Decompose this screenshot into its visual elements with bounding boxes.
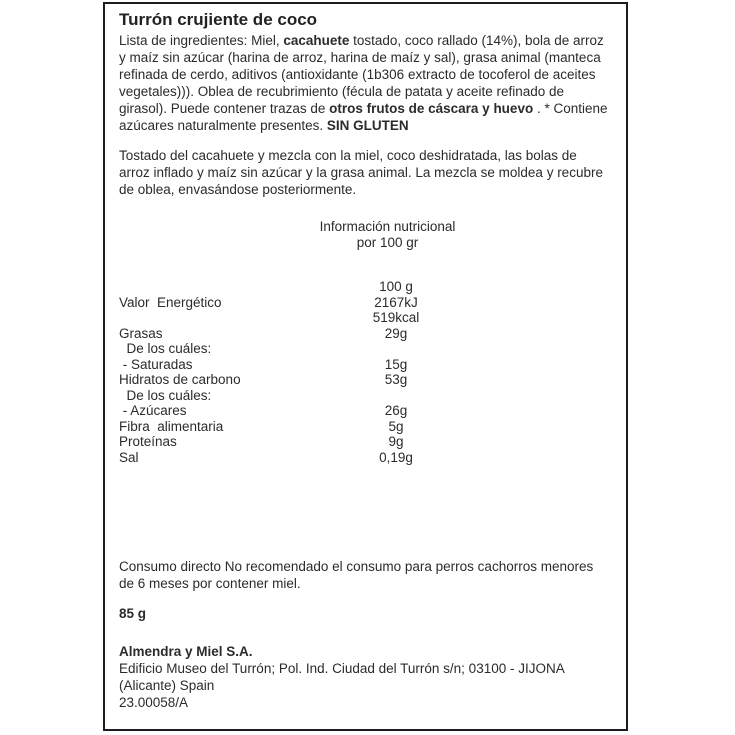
nutrient-label: Valor Energético — [119, 294, 222, 310]
nutrient-label: - Azúcares — [119, 403, 187, 418]
table-row — [119, 326, 610, 342]
table-row — [119, 434, 610, 450]
allergen-traces: otros frutos de cáscara y huevo — [329, 101, 534, 116]
nutrient-label: Fibra alimentaria — [119, 418, 224, 434]
nutrition-heading — [119, 219, 610, 251]
nutrient-value: 100 g — [379, 279, 413, 294]
table-row — [119, 295, 610, 311]
nutrient-label — [119, 279, 319, 295]
product-label-document — [103, 2, 628, 731]
manufacturer-block — [119, 643, 610, 711]
nutrient-value: 26g — [384, 403, 408, 418]
nutrient-label: Hidratos de carbono — [119, 372, 241, 387]
nutrient-value: 29g — [384, 325, 408, 341]
net-weight: 85 g — [119, 606, 147, 621]
nutrient-value: 15g — [384, 356, 408, 372]
consumption-note: Consumo directo No recomendado el consumo para perros cachorros menores de 6 meses por contener miel. — [119, 559, 594, 591]
product-title: Turrón crujiente de coco — [119, 10, 318, 29]
manufacturer-name: Almendra y Miel S.A. — [119, 644, 253, 659]
table-row — [119, 310, 610, 326]
nutrient-label: Grasas — [119, 325, 163, 341]
nutrition-heading-title: Información nutricional — [319, 219, 456, 234]
table-row — [119, 279, 610, 295]
table-row — [119, 419, 610, 435]
nutrient-value: 9g — [388, 434, 404, 449]
nutrient-label: De los cuáles: — [119, 341, 212, 356]
ingredients-text: Lista de ingredientes: Miel, — [119, 33, 284, 48]
ingredients-text: . * Contiene azúcares naturalmente presentes. — [119, 101, 608, 133]
table-row — [119, 372, 610, 388]
ingredients-paragraph — [119, 32, 610, 134]
nutrient-label — [119, 310, 319, 326]
table-row — [119, 388, 610, 404]
nutrient-value — [319, 388, 473, 404]
nutrient-value: 2167kJ — [374, 294, 418, 310]
nutrient-label: Proteínas — [119, 434, 177, 449]
nutrient-value: 519kcal — [372, 310, 420, 325]
manufacturer-address: Edificio Museo del Turrón; Pol. Ind. Ciudad del Turrón s/n; 03100 - JIJONA (Alicante) Spain — [119, 661, 564, 693]
gluten-free-claim: SIN GLUTEN — [326, 118, 409, 133]
nutrient-value — [319, 341, 473, 357]
table-row — [119, 341, 610, 357]
nutrition-table — [119, 279, 610, 465]
table-row — [119, 450, 610, 466]
nutrient-label: Sal — [119, 449, 139, 465]
nutrient-value: 0,19g — [379, 449, 413, 465]
allergen-cacahuete: cacahuete — [283, 33, 350, 48]
process-paragraph: Tostado del cacahuete y mezcla con la miel, coco deshidratada, las bolas de arroz inflado y maíz sin azúcar y la grasa animal. La mezcla se moldea y recubre de oblea, envasándose posteriormente. — [119, 148, 603, 197]
nutrient-label: - Saturadas — [119, 356, 193, 372]
nutrition-heading-basis: por 100 gr — [356, 235, 419, 250]
table-row — [119, 357, 610, 373]
ingredients-text: tostado, coco rallado (14%), bola de arroz y maíz sin azúcar (harina de arroz, harina de maíz y sal), grasa animal (manteca refinada de cerdo, aditivos (antioxidante (1b306 extracto de tocoferol de aceites vegetales))). Oblea de recubrimiento (fécula de patata y aceite refinado de girasol). Puede contener trazas de — [119, 33, 604, 116]
table-row — [119, 403, 610, 419]
registration-number: 23.00058/A — [119, 695, 189, 710]
nutrient-value: 5g — [388, 418, 404, 434]
nutrient-value: 53g — [384, 372, 408, 387]
nutrient-label: De los cuáles: — [119, 387, 212, 403]
